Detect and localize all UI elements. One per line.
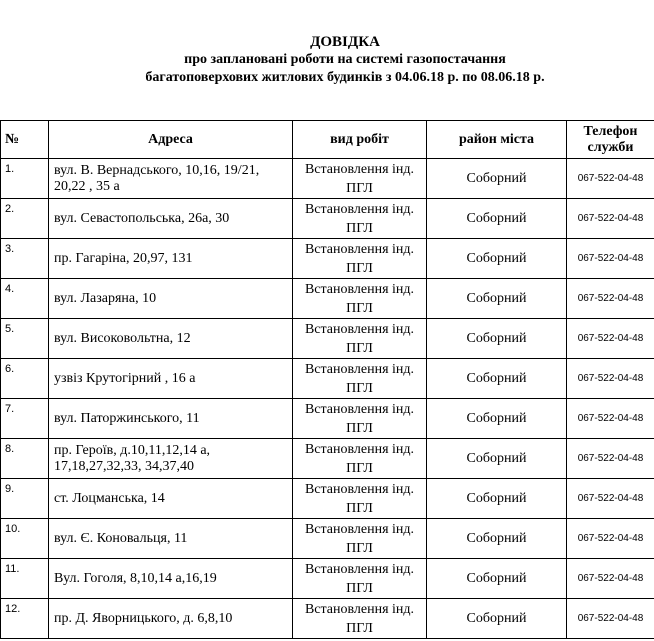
row-address: вул. В. Вернадського, 10,16, 19/21, 20,22 , 35 а [49,159,293,199]
table-row [1,199,654,239]
table-row [1,279,654,319]
row-work-type: Встановлення інд. ПГЛ [293,239,427,279]
row-address: вул. Є. Коновальця, 11 [49,519,293,559]
table-row [1,239,654,279]
row-district: Соборний [427,279,567,319]
row-address: пр. Д. Яворницького, д. 6,8,10 [49,599,293,639]
row-address: вул. Паторжинського, 11 [49,399,293,439]
row-number: 8. [1,439,49,479]
document-subtitle-2: багатоповерхових житлових будинків з 04.06.18 р. по 08.06.18 р. [145,70,545,85]
row-district: Соборний [427,559,567,599]
row-district: Соборний [427,359,567,399]
table-row [1,399,654,439]
row-district: Соборний [427,439,567,479]
table-header-row [1,121,654,159]
row-phone: 067-522-04-48 [567,319,654,359]
works-table [0,120,654,639]
table-row [1,159,654,199]
row-district: Соборний [427,199,567,239]
row-number: 9. [1,479,49,519]
row-phone: 067-522-04-48 [567,399,654,439]
row-phone: 067-522-04-48 [567,239,654,279]
row-number: 5. [1,319,49,359]
row-address: узвіз Крутогірний , 16 а [49,359,293,399]
row-number: 11. [1,559,49,599]
row-district: Соборний [427,159,567,199]
row-phone: 067-522-04-48 [567,599,654,639]
row-work-type: Встановлення інд. ПГЛ [293,159,427,199]
row-number: 7. [1,399,49,439]
row-work-type: Встановлення інд. ПГЛ [293,519,427,559]
row-address: пр. Гагаріна, 20,97, 131 [49,239,293,279]
table-row [1,559,654,599]
row-number: 10. [1,519,49,559]
row-number: 12. [1,599,49,639]
row-address: пр. Героїв, д.10,11,12,14 а, 17,18,27,32,33, 34,37,40 [49,439,293,479]
row-work-type: Встановлення інд. ПГЛ [293,319,427,359]
row-work-type: Встановлення інд. ПГЛ [293,439,427,479]
row-work-type: Встановлення інд. ПГЛ [293,479,427,519]
row-address: Вул. Гоголя, 8,10,14 а,16,19 [49,559,293,599]
row-work-type: Встановлення інд. ПГЛ [293,559,427,599]
row-phone: 067-522-04-48 [567,359,654,399]
row-phone: 067-522-04-48 [567,439,654,479]
row-address: вул. Севастопольська, 26а, 30 [49,199,293,239]
row-work-type: Встановлення інд. ПГЛ [293,399,427,439]
row-phone: 067-522-04-48 [567,479,654,519]
table-row [1,439,654,479]
row-address: вул. Лазаряна, 10 [49,279,293,319]
document-subtitle-1: про заплановані роботи на системі газопостачання [184,52,506,67]
document-title: ДОВІДКА [310,34,380,50]
row-number: 1. [1,159,49,199]
row-address: ст. Лоцманська, 14 [49,479,293,519]
row-district: Соборний [427,239,567,279]
row-work-type: Встановлення інд. ПГЛ [293,199,427,239]
row-address: вул. Високовольтна, 12 [49,319,293,359]
column-header-address: Адреса [49,121,293,159]
row-number: 4. [1,279,49,319]
column-header-phone: Телефон служби [567,121,654,159]
row-phone: 067-522-04-48 [567,159,654,199]
row-district: Соборний [427,399,567,439]
table-row [1,319,654,359]
row-phone: 067-522-04-48 [567,559,654,599]
table-row [1,479,654,519]
row-phone: 067-522-04-48 [567,519,654,559]
column-header-work-type: вид робіт [293,121,427,159]
table-row [1,359,654,399]
row-district: Соборний [427,599,567,639]
row-work-type: Встановлення інд. ПГЛ [293,279,427,319]
row-number: 3. [1,239,49,279]
row-district: Соборний [427,479,567,519]
table-row [1,599,654,639]
row-district: Соборний [427,519,567,559]
row-phone: 067-522-04-48 [567,279,654,319]
row-number: 6. [1,359,49,399]
column-header-number: № [1,121,49,159]
column-header-district: район міста [427,121,567,159]
row-phone: 067-522-04-48 [567,199,654,239]
row-number: 2. [1,199,49,239]
table-row [1,519,654,559]
row-work-type: Встановлення інд. ПГЛ [293,599,427,639]
row-district: Соборний [427,319,567,359]
row-work-type: Встановлення інд. ПГЛ [293,359,427,399]
